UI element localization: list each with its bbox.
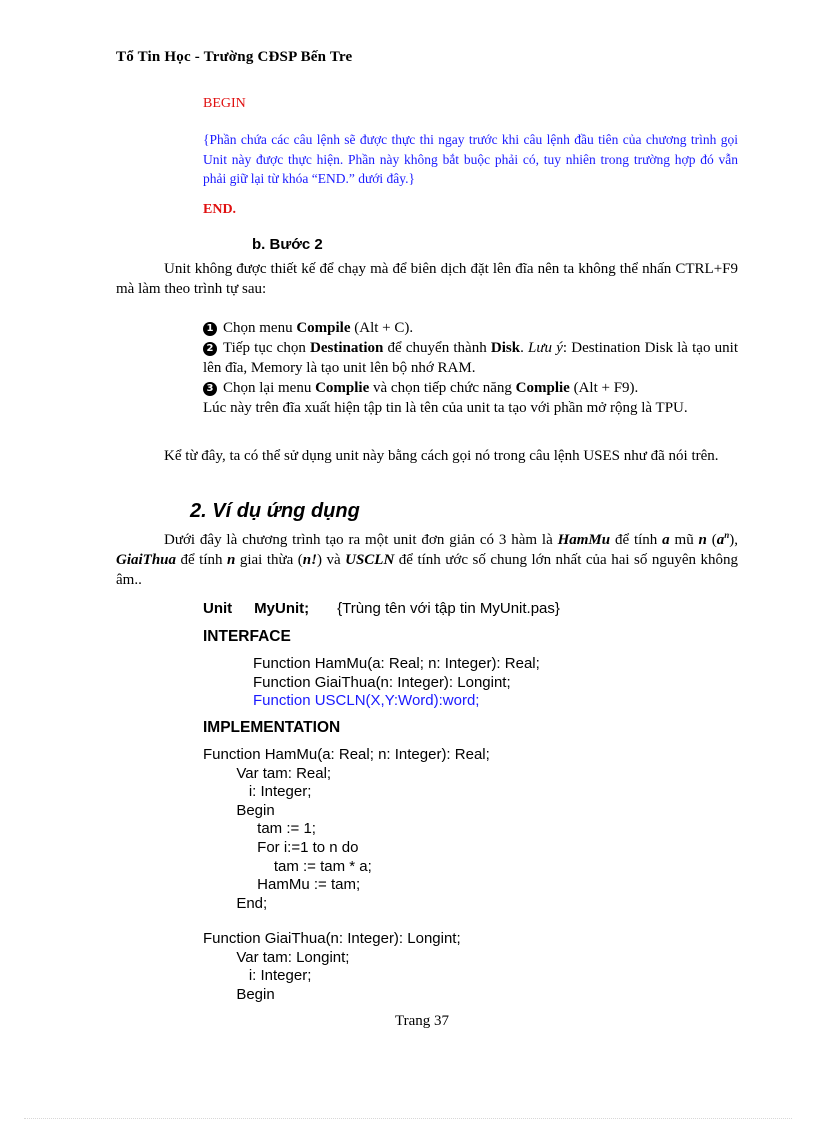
page-number: Trang 37 xyxy=(395,1013,450,1029)
hammu-code-block: Function HamMu(a: Real; n: Integer): Real; Var tam: Real; i: Integer; Begin tam := 1; For i:=1 to n do tam := tam * a; HamMu := tam; End; xyxy=(203,746,490,912)
interface-keyword: INTERFACE xyxy=(203,628,291,645)
interface-line-hammu: Function HamMu(a: Real; n: Integer): Real; xyxy=(253,655,540,672)
step-3: 3 Chọn lại menu Complie và chọn tiếp chức năng Complie (Alt + F9). xyxy=(203,378,738,398)
implementation-keyword: IMPLEMENTATION xyxy=(203,719,341,736)
steps-list xyxy=(203,318,738,418)
step-4-note: Lúc này trên đĩa xuất hiện tập tin là tên của unit ta tạo với phần mở rộng là TPU. xyxy=(203,400,688,416)
page-header: Tổ Tin Học - Trường CĐSP Bến Tre xyxy=(116,49,353,65)
step-intro: Unit không được thiết kế để chạy mà để biên dịch đặt lên đĩa nên ta không thể nhấn CTRL+F9 mà làm theo trình tự sau: xyxy=(116,261,738,297)
unit-declaration: Unit MyUnit; {Trùng tên với tập tin MyUnit.pas} xyxy=(203,600,560,617)
begin-keyword: BEGIN xyxy=(203,96,246,111)
page-bottom-rule xyxy=(24,1118,792,1119)
example-intro: Dưới đây là chương trình tạo ra một unit đơn giản có 3 hàm là HamMu để tính a mũ n $(a^n)$, GiaiThua để tính n giai thừa (n!) và USCLN để tính ước số chung lớn nhất của hai số nguyên không âm.. xyxy=(116,530,739,588)
step-heading: b. Bước 2 xyxy=(252,236,323,253)
step-1: 1 Chọn menu Compile (Alt + C). xyxy=(203,318,738,338)
uses-paragraph: Kể từ đây, ta có thể sử dụng unit này bằng cách gọi nó trong câu lệnh USES như đã nói trên. xyxy=(164,448,719,464)
interface-line-uscln: Function USCLN(X,Y:Word):word; xyxy=(253,692,480,709)
step-number-badge: 3 xyxy=(203,382,217,396)
step-number-badge: 1 xyxy=(203,322,217,336)
step-number-badge: 2 xyxy=(203,342,217,356)
interface-line-giaithua: Function GiaiThua(n: Integer): Longint; xyxy=(253,674,511,691)
begin-comment: {Phần chứa các câu lệnh sẽ được thực thi ngay trước khi câu lệnh đầu tiên của chương trình gọi Unit này được thực hiện. Phần này không bắt buộc phải có, tuy nhiên trong trường hợp đó vẫn phải giữ lại từ khóa “END.” dưới đây.} xyxy=(203,132,738,186)
giaithua-code-block: Function GiaiThua(n: Integer): Longint; Var tam: Longint; i: Integer; Begin xyxy=(203,930,461,1003)
section-title: 2. Ví dụ ứng dụng xyxy=(190,500,360,522)
end-keyword: END. xyxy=(203,202,237,217)
step-2: 2 Tiếp tục chọn Destination để chuyển thành Disk. Lưu ý: Destination Disk là tạo unit lên đĩa, Memory là tạo unit lên bộ nhớ RAM. xyxy=(203,340,738,376)
